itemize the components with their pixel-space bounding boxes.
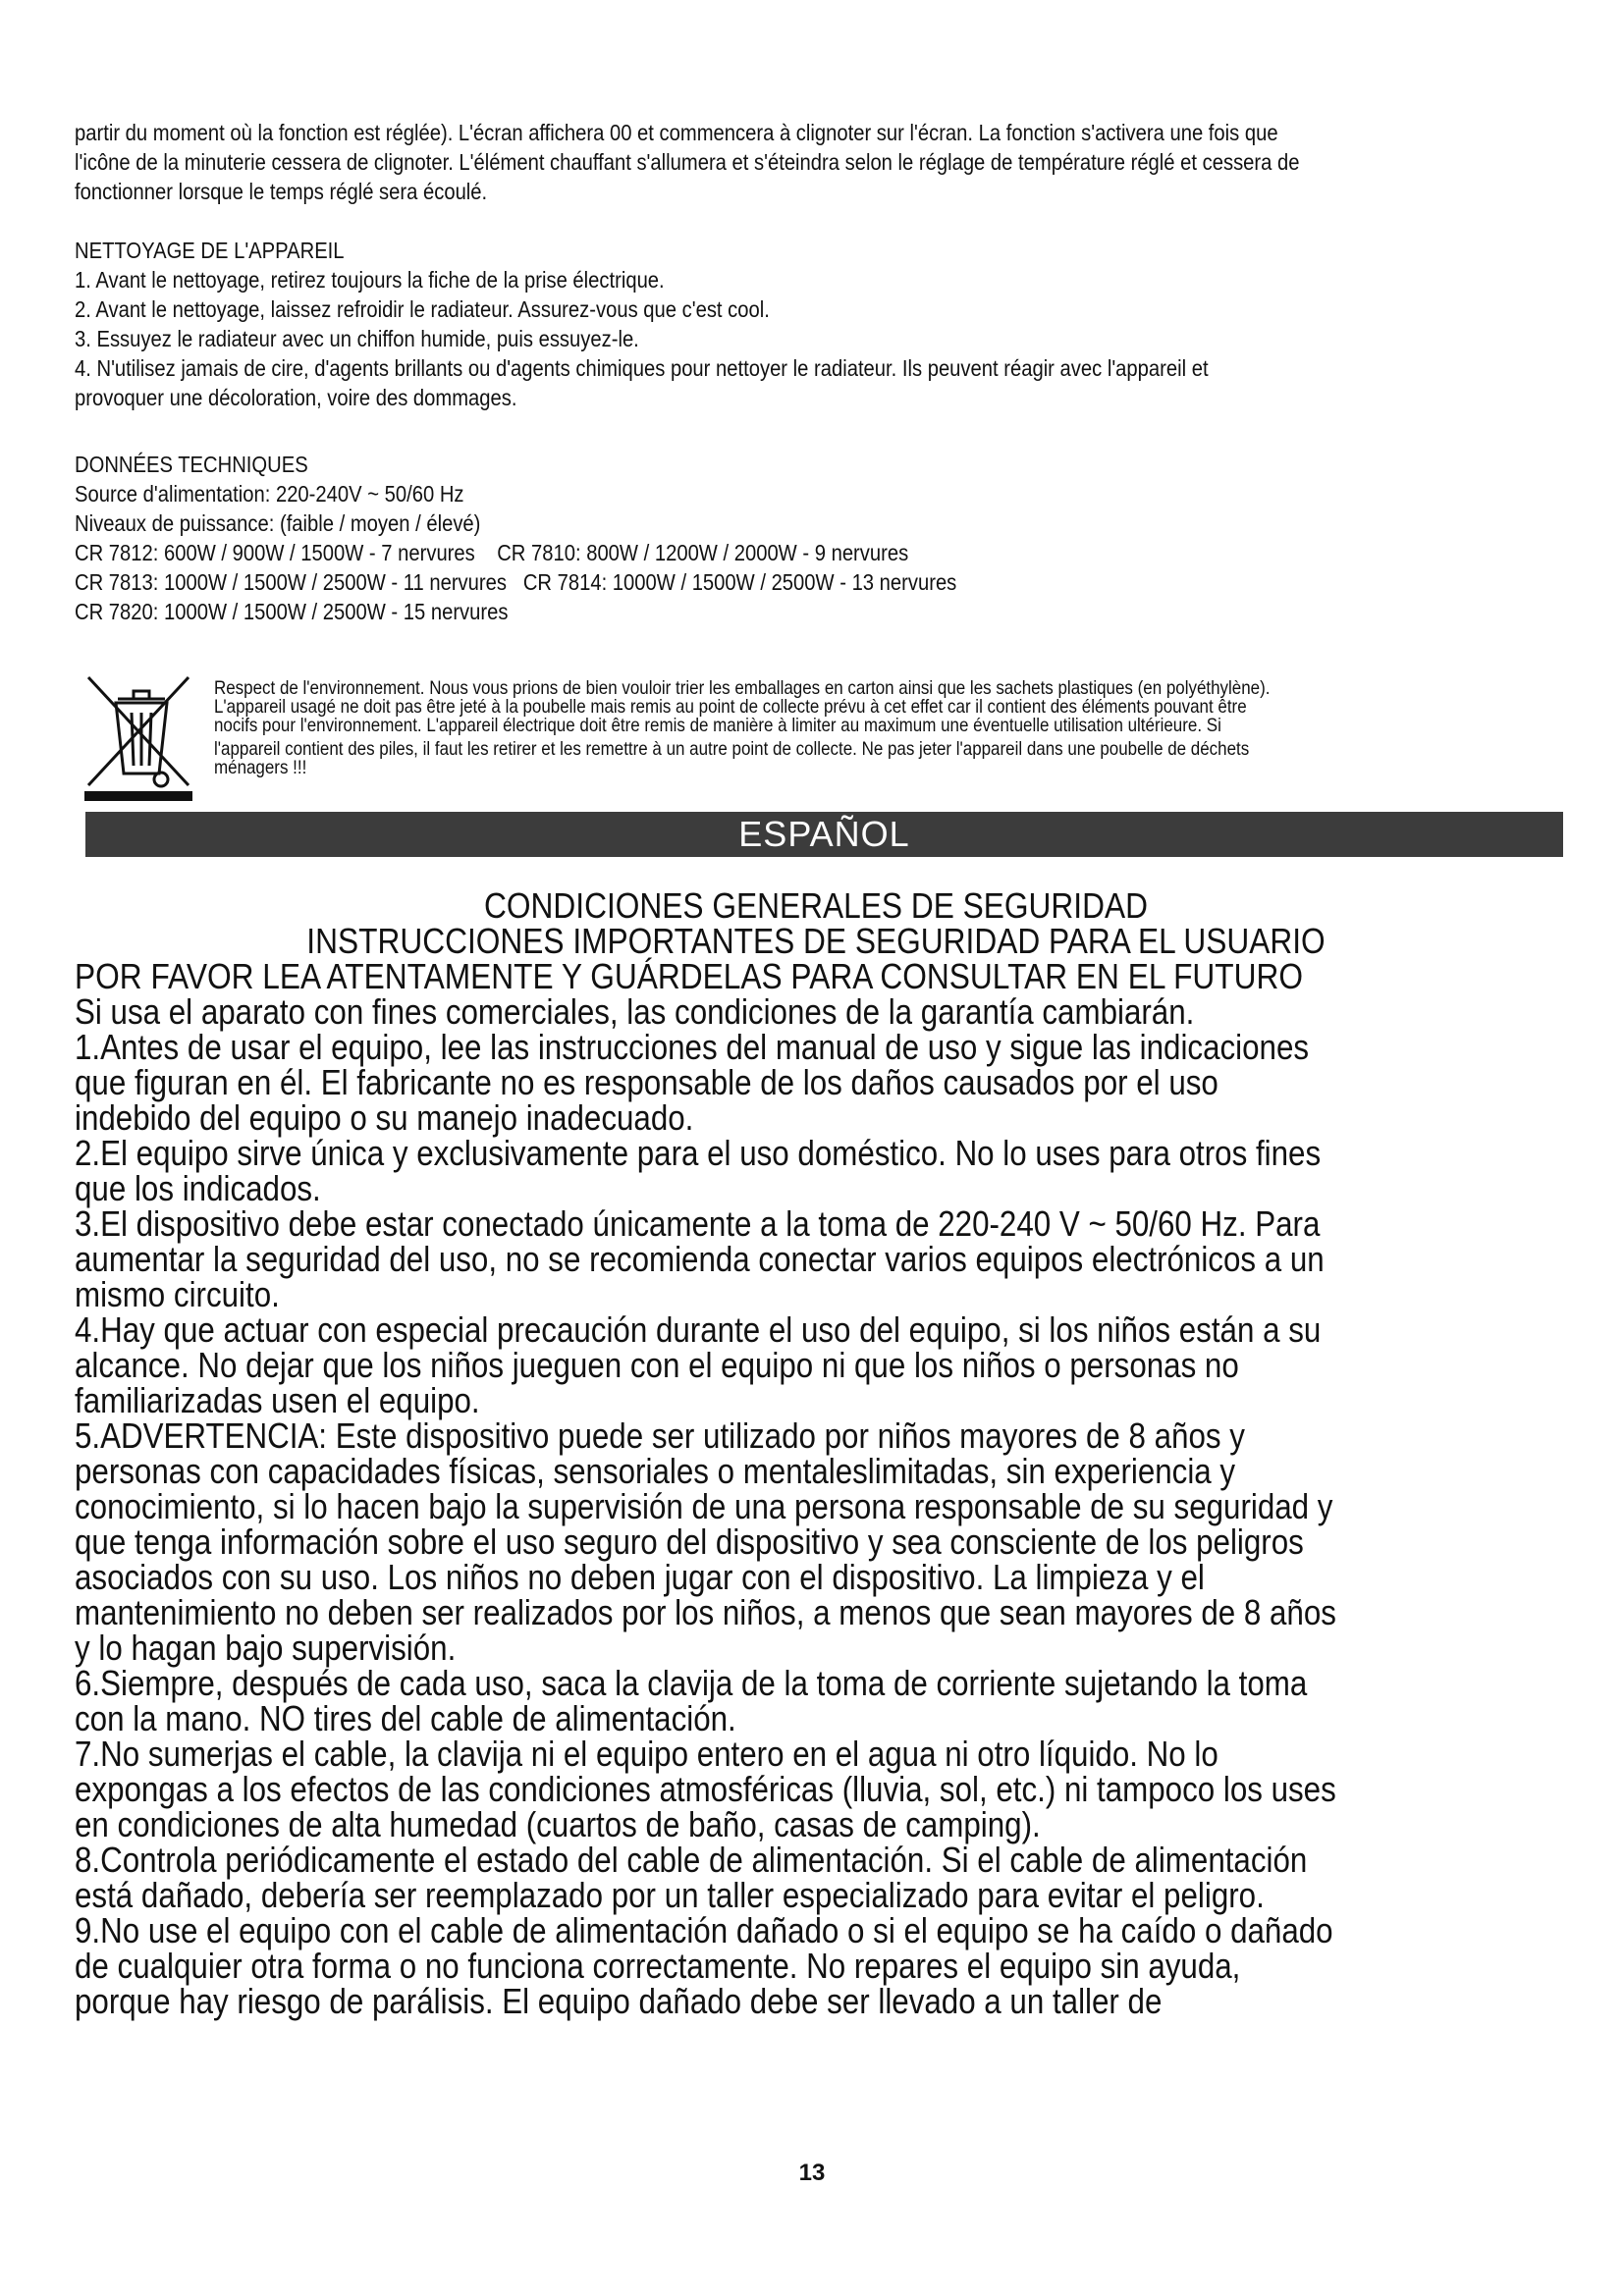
- text-line: que figuran en él. El fabricante no es responsable de los daños causados por el uso: [75, 1062, 1218, 1102]
- safety-instructions: [75, 991, 1561, 2021]
- text-line: alcance. No dejar que los niños jueguen con el equipo ni que los niños o personas no: [75, 1345, 1239, 1385]
- text-line: con la mano. NO tires del cable de alimentación.: [75, 1698, 736, 1738]
- text-line: Niveaux de puissance: (faible / moyen / élevé): [75, 510, 481, 536]
- text-line: 4. N'utilisez jamais de cire, d'agents brillants ou d'agents chimiques pour nettoyer le radiateur. Ils peuvent réagir avec l'appareil et: [75, 355, 1209, 381]
- text-line: personas con capacidades físicas, sensoriales o mentaleslimitadas, sin experiencia y: [75, 1451, 1236, 1491]
- text-line: porque hay riesgo de parálisis. El equipo dañado debe ser llevado a un taller de: [75, 1981, 1163, 2021]
- text-line: familiarizadas usen el equipo.: [75, 1380, 480, 1420]
- text-line: 7.No sumerjas el cable, la clavija ni el equipo entero en el agua ni otro líquido. No lo: [75, 1734, 1218, 1774]
- section-title: NETTOYAGE DE L'APPAREIL: [75, 238, 345, 263]
- text-line: en condiciones de alta humedad (cuartos de baño, casas de camping).: [75, 1804, 1041, 1844]
- text-line: l'icône de la minuterie cessera de clignoter. L'élément chauffant s'allumera et s'éteindra selon le réglage de température réglé et cessera de: [75, 149, 1300, 175]
- text-line: mantenimiento no deben ser realizados por los niños, a menos que sean mayores de 8 años: [75, 1592, 1336, 1632]
- text-line: está dañado, debería ser reemplazado por un taller especializado para evitar el peligro.: [75, 1875, 1265, 1915]
- text-line: aumentar la seguridad del uso, no se recomienda conectar varios equipos electrónicos a un: [75, 1239, 1325, 1279]
- text-line: 4.Hay que actuar con especial precaución durante el uso del equipo, si los niños están a su: [75, 1309, 1322, 1350]
- text-line: asociados con su uso. Los niños no deben jugar con el dispositivo. La limpieza y el: [75, 1557, 1205, 1597]
- text-line: 5.ADVERTENCIA: Este dispositivo puede ser utilizado por niños mayores de 8 años y: [75, 1415, 1245, 1456]
- text-line: de cualquier otra forma o no funciona correctamente. No repares el equipo sin ayuda,: [75, 1946, 1241, 1986]
- section-heading: CONDICIONES GENERALES DE SEGURIDAD: [484, 885, 1148, 926]
- text-line: 3.El dispositivo debe estar conectado únicamente a la toma de 220-240 V ~ 50/60 Hz. Para: [75, 1203, 1321, 1244]
- text-line: Respect de l'environnement. Nous vous prions de bien vouloir trier les emballages en carton ainsi que les sachets plastiques (en polyéthylène).: [214, 677, 1271, 699]
- text-line: 1.Antes de usar el equipo, lee las instrucciones del manual de uso y sigue las indicaciones: [75, 1027, 1310, 1067]
- text-line: CR 7813: 1000W / 1500W / 2500W - 11 nervures CR 7814: 1000W / 1500W / 2500W - 13 nervures: [75, 569, 957, 595]
- text-line: L'appareil usagé ne doit pas être jeté à la poubelle mais remis au point de collecte prévu à cet effet car il contient des éléments pouvant être: [214, 696, 1247, 718]
- language-banner: ESPAÑOL: [85, 812, 1563, 857]
- text-line: CR 7812: 600W / 900W / 1500W - 7 nervures CR 7810: 800W / 1200W / 2000W - 9 nervures: [75, 540, 909, 565]
- section-heading: INSTRUCCIONES IMPORTANTES DE SEGURIDAD PARA EL USUARIO: [306, 921, 1326, 961]
- text-line: 6.Siempre, después de cada uso, saca la clavija de la toma de corriente sujetando la toma: [75, 1663, 1308, 1703]
- text-line: conocimiento, si lo hacen bajo la supervisión de una persona responsable de su seguridad y: [75, 1486, 1333, 1526]
- text-line: partir du moment où la fonction est réglée). L'écran affichera 00 et commencera à clignoter sur l'écran. La fonction s'activera une fois que: [75, 120, 1278, 145]
- french-intro: [75, 118, 1556, 206]
- text-line: expongas a los efectos de las condiciones atmosféricas (lluvia, sol, etc.) ni tampoco los uses: [75, 1769, 1336, 1809]
- page-number: 13: [798, 2160, 826, 2186]
- text-line: 2.El equipo sirve única y exclusivamente para el uso doméstico. No lo uses para otros fines: [75, 1133, 1322, 1173]
- text-line: 2. Avant le nettoyage, laissez refroidir le radiateur. Assurez-vous que c'est cool.: [75, 296, 770, 322]
- text-line: que los indicados.: [75, 1168, 321, 1208]
- text-line: provoquer une décoloration, voire des dommages.: [75, 385, 517, 410]
- text-line: mismo circuito.: [75, 1274, 280, 1314]
- text-line: 9.No use el equipo con el cable de alimentación dañado o si el equipo se ha caído o dañado: [75, 1910, 1333, 1950]
- text-line: 3. Essuyez le radiateur avec un chiffon humide, puis essuyez-le.: [75, 326, 639, 351]
- text-line: 1. Avant le nettoyage, retirez toujours la fiche de la prise électrique.: [75, 267, 665, 293]
- environment-notice: [79, 669, 1571, 807]
- technical-data-section: [75, 450, 1556, 626]
- environment-text: [214, 679, 1572, 777]
- text-line: 8.Controla periódicamente el estado del cable de alimentación. Si el cable de alimentación: [75, 1840, 1308, 1880]
- text-line: y lo hagan bajo supervisión.: [75, 1628, 457, 1668]
- text-line: Si usa el aparato con fines comerciales, las condiciones de la garantía cambiarán.: [75, 991, 1195, 1032]
- spanish-section: [75, 885, 1624, 2021]
- cleaning-section: [75, 236, 1556, 412]
- text-line: ménagers !!!: [214, 757, 307, 778]
- text-line: nocifs pour l'environnement. L'appareil électrique doit être remis de manière à limiter au maximum une éventuelle utilisation ultérieure. Si: [214, 715, 1221, 736]
- text-line: indebido del equipo o su manejo inadecuado.: [75, 1097, 694, 1138]
- text-line: que tenga información sobre el uso seguro del dispositivo y sea consciente de los peligros: [75, 1522, 1304, 1562]
- section-heading: POR FAVOR LEA ATENTAMENTE Y GUÁRDELAS PARA CONSULTAR EN EL FUTURO: [75, 956, 1304, 996]
- section-title: DONNÉES TECHNIQUES: [75, 452, 308, 477]
- text-line: fonctionner lorsque le temps réglé sera écoulé.: [75, 179, 488, 204]
- text-line: Source d'alimentation: 220-240V ~ 50/60 Hz: [75, 481, 464, 507]
- text-line: CR 7820: 1000W / 1500W / 2500W - 15 nervures: [75, 599, 509, 624]
- crossed-out-wheeled-bin-icon: [79, 669, 196, 807]
- text-line: l'appareil contient des piles, il faut les retirer et les remettre à un autre point de collecte. Ne pas jeter l'appareil dans une poubelle de déchets: [214, 738, 1250, 760]
